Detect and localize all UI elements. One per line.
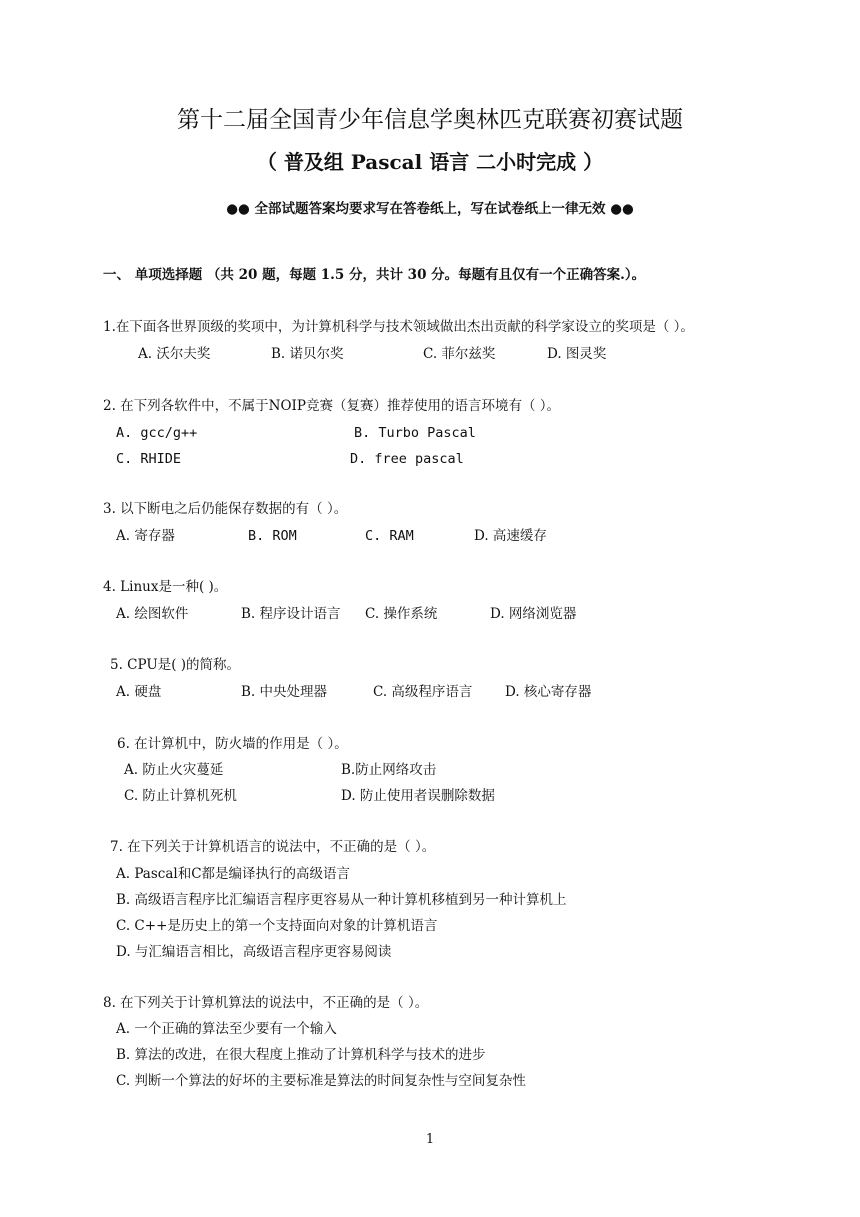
option: A. 寄存器 [116, 528, 175, 544]
option: A. Pascal和C都是编译执行的高级语言 [116, 866, 351, 882]
option: B.防止网络攻击 [341, 762, 437, 778]
exam-title: 第十二届全国青少年信息学奥林匹克联赛初赛试题 [177, 107, 683, 133]
question-stem: 1.在下面各世界顶级的奖项中，为计算机科学与技术领域做出杰出贡献的科学家设立的奖项是（ ）。 [103, 319, 694, 335]
option: C. C++是历史上的第一个支持面向对象的计算机语言 [116, 918, 438, 934]
question-stem: 3. 以下断电之后仍能保存数据的有（ ）。 [103, 501, 348, 517]
option: C. 判断一个算法的好坏的主要标准是算法的时间复杂性与空间复杂性 [116, 1073, 526, 1089]
option: C. 防止计算机死机 [124, 788, 237, 804]
question-stem: 2. 在下列各软件中，不属于NOIP竞赛（复赛）推荐使用的语言环境有（ ）。 [103, 398, 561, 414]
page-number: 1 [425, 1132, 435, 1147]
option: D. free pascal [350, 451, 464, 467]
option: A. 防止火灾蔓延 [124, 762, 224, 778]
section-heading: 一、 单项选择题 （共 20 题，每题 1.5 分，共计 30 分。每题有且仅有一个正确答案.）。 [103, 267, 646, 283]
question-stem: 6. 在计算机中，防火墙的作用是（ ）。 [117, 736, 348, 752]
option: B. ROM [248, 528, 297, 544]
option: D. 图灵奖 [547, 346, 607, 362]
question-stem: 4. Linux是一种( )。 [103, 579, 228, 595]
option: B. 诺贝尔奖 [271, 346, 344, 362]
option: D. 网络浏览器 [490, 606, 577, 622]
answer-notice: ●● 全部试题答案均要求写在答卷纸上，写在试卷纸上一律无效 ●● [226, 201, 634, 217]
option: A. 一个正确的算法至少要有一个输入 [116, 1021, 337, 1037]
option: B. 程序设计语言 [241, 606, 341, 622]
option: D. 与汇编语言相比，高级语言程序更容易阅读 [116, 944, 392, 960]
question-stem: 5. CPU是( )的简称。 [110, 657, 241, 673]
option: A. gcc/g++ [116, 425, 198, 441]
option: C. 高级程序语言 [373, 684, 473, 700]
option: C. RHIDE [116, 451, 182, 467]
question-stem: 8. 在下列关于计算机算法的说法中，不正确的是（ ）。 [103, 995, 429, 1011]
option: C. 菲尔兹奖 [423, 346, 496, 362]
option: A. 绘图软件 [116, 606, 189, 622]
option: B. 算法的改进，在很大程度上推动了计算机科学与技术的进步 [116, 1047, 486, 1063]
option: D. 防止使用者误删除数据 [341, 788, 495, 804]
question-stem: 7. 在下列关于计算机语言的说法中，不正确的是（ ）。 [110, 839, 436, 855]
option: A. 沃尔夫奖 [138, 346, 211, 362]
option: A. 硬盘 [116, 684, 162, 700]
option: B. 高级语言程序比汇编语言程序更容易从一种计算机移植到另一种计算机上 [116, 892, 567, 908]
option: B. 中央处理器 [241, 684, 328, 700]
option: D. 核心寄存器 [505, 684, 592, 700]
option: C. 操作系统 [365, 606, 438, 622]
exam-subtitle: （ 普及组 Pascal 语言 二小时完成 ） [256, 150, 604, 174]
option: C. RAM [365, 528, 414, 544]
option: B. Turbo Pascal [354, 425, 476, 441]
option: D. 高速缓存 [474, 528, 547, 544]
